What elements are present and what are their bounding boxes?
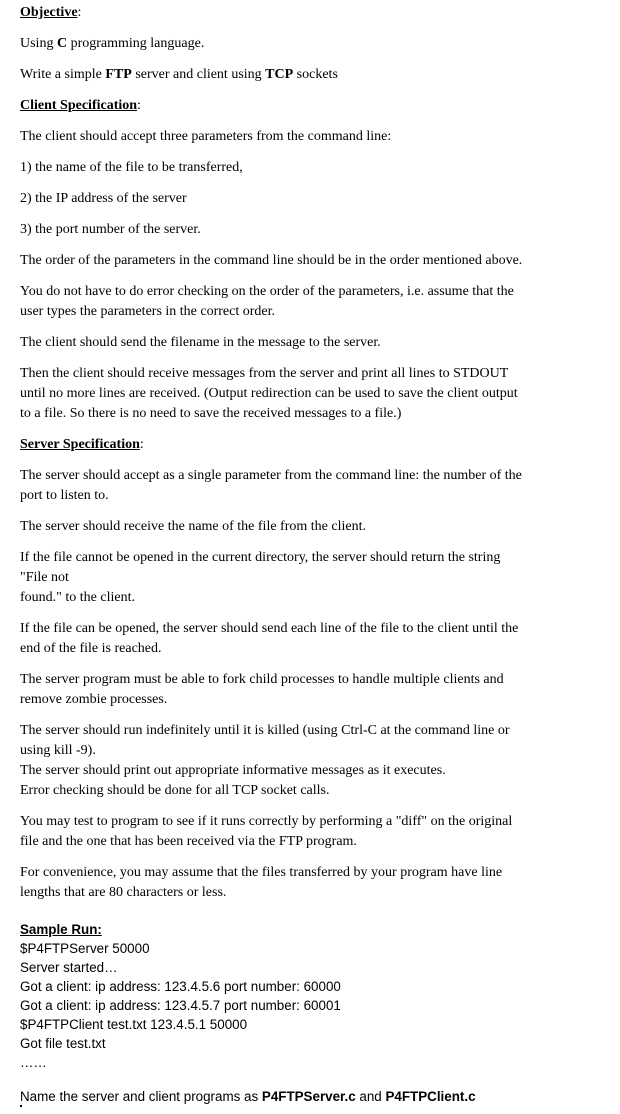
server-line: Error checking should be done for all TCP socket calls. bbox=[20, 783, 330, 798]
sample-run-line: $P4FTPClient test.txt 123.4.5.1 50000 bbox=[20, 1017, 248, 1032]
objective-heading: Objective: bbox=[20, 5, 82, 20]
sample-run-line: …… bbox=[20, 1055, 47, 1070]
server-line: For convenience, you may assume that the files transferred by your program have line bbox=[20, 865, 503, 880]
client-line: 3) the port number of the server. bbox=[20, 222, 201, 237]
sample-run-heading: Sample Run: bbox=[20, 922, 102, 937]
server-line: If the file cannot be opened in the current directory, the server should return the string bbox=[20, 550, 501, 565]
server-line: The server program must be able to fork child processes to handle multiple clients and bbox=[20, 672, 504, 687]
client-line: to a file. So there is no need to save the received messages to a file.) bbox=[20, 406, 402, 421]
client-line: Then the client should receive messages from the server and print all lines to STDOUT bbox=[20, 366, 509, 381]
server-line: You may test to program to see if it runs correctly by performing a "diff" on the original bbox=[20, 814, 513, 829]
client-line: user types the parameters in the correct order. bbox=[20, 304, 276, 319]
client-line: The client should send the filename in the message to the server. bbox=[20, 335, 381, 350]
client-line: You do not have to do error checking on the order of the parameters, i.e. assume that the bbox=[20, 284, 514, 299]
sample-run-line: Got a client: ip address: 123.4.5.7 port number: 60001 bbox=[20, 998, 341, 1013]
server-line: The server should receive the name of the file from the client. bbox=[20, 519, 366, 534]
server-line: If the file can be opened, the server should send each line of the file to the client until the bbox=[20, 621, 519, 636]
server-line: lengths that are 80 characters or less. bbox=[20, 885, 227, 900]
sample-run-line: Got file test.txt bbox=[20, 1036, 106, 1051]
stray-dot bbox=[20, 1105, 22, 1107]
client-line: The client should accept three parameters from the command line: bbox=[20, 129, 392, 144]
server-line: "File not bbox=[20, 570, 69, 585]
objective-line-1: Using C programming language. bbox=[20, 36, 205, 51]
server-line: The server should run indefinitely until it is killed (using Ctrl-C at the command line or bbox=[20, 723, 510, 738]
client-line: until no more lines are received. (Output redirection can be used to save the client output bbox=[20, 386, 518, 401]
server-line: end of the file is reached. bbox=[20, 641, 162, 656]
server-line: file and the one that has been received via the FTP program. bbox=[20, 834, 357, 849]
server-line: remove zombie processes. bbox=[20, 692, 168, 707]
server-line: found." to the client. bbox=[20, 590, 135, 605]
server-spec-heading: Server Specification: bbox=[20, 437, 144, 452]
sample-run-line: Server started… bbox=[20, 960, 118, 975]
server-line: port to listen to. bbox=[20, 488, 109, 503]
client-line: 1) the name of the file to be transferred, bbox=[20, 160, 243, 175]
server-line: using kill -9). bbox=[20, 743, 96, 758]
client-spec-heading: Client Specification: bbox=[20, 98, 141, 113]
naming-instruction: Name the server and client programs as P4FTPServer.c and P4FTPClient.c bbox=[20, 1089, 476, 1104]
objective-line-2: Write a simple FTP server and client using TCP sockets bbox=[20, 67, 338, 82]
sample-run-line: Got a client: ip address: 123.4.5.6 port number: 60000 bbox=[20, 979, 341, 994]
sample-run-line: $P4FTPServer 50000 bbox=[20, 941, 150, 956]
client-line: 2) the IP address of the server bbox=[20, 191, 187, 206]
server-line: The server should print out appropriate informative messages as it executes. bbox=[20, 763, 446, 778]
server-line: The server should accept as a single parameter from the command line: the number of the bbox=[20, 468, 522, 483]
client-line: The order of the parameters in the command line should be in the order mentioned above. bbox=[20, 253, 523, 268]
